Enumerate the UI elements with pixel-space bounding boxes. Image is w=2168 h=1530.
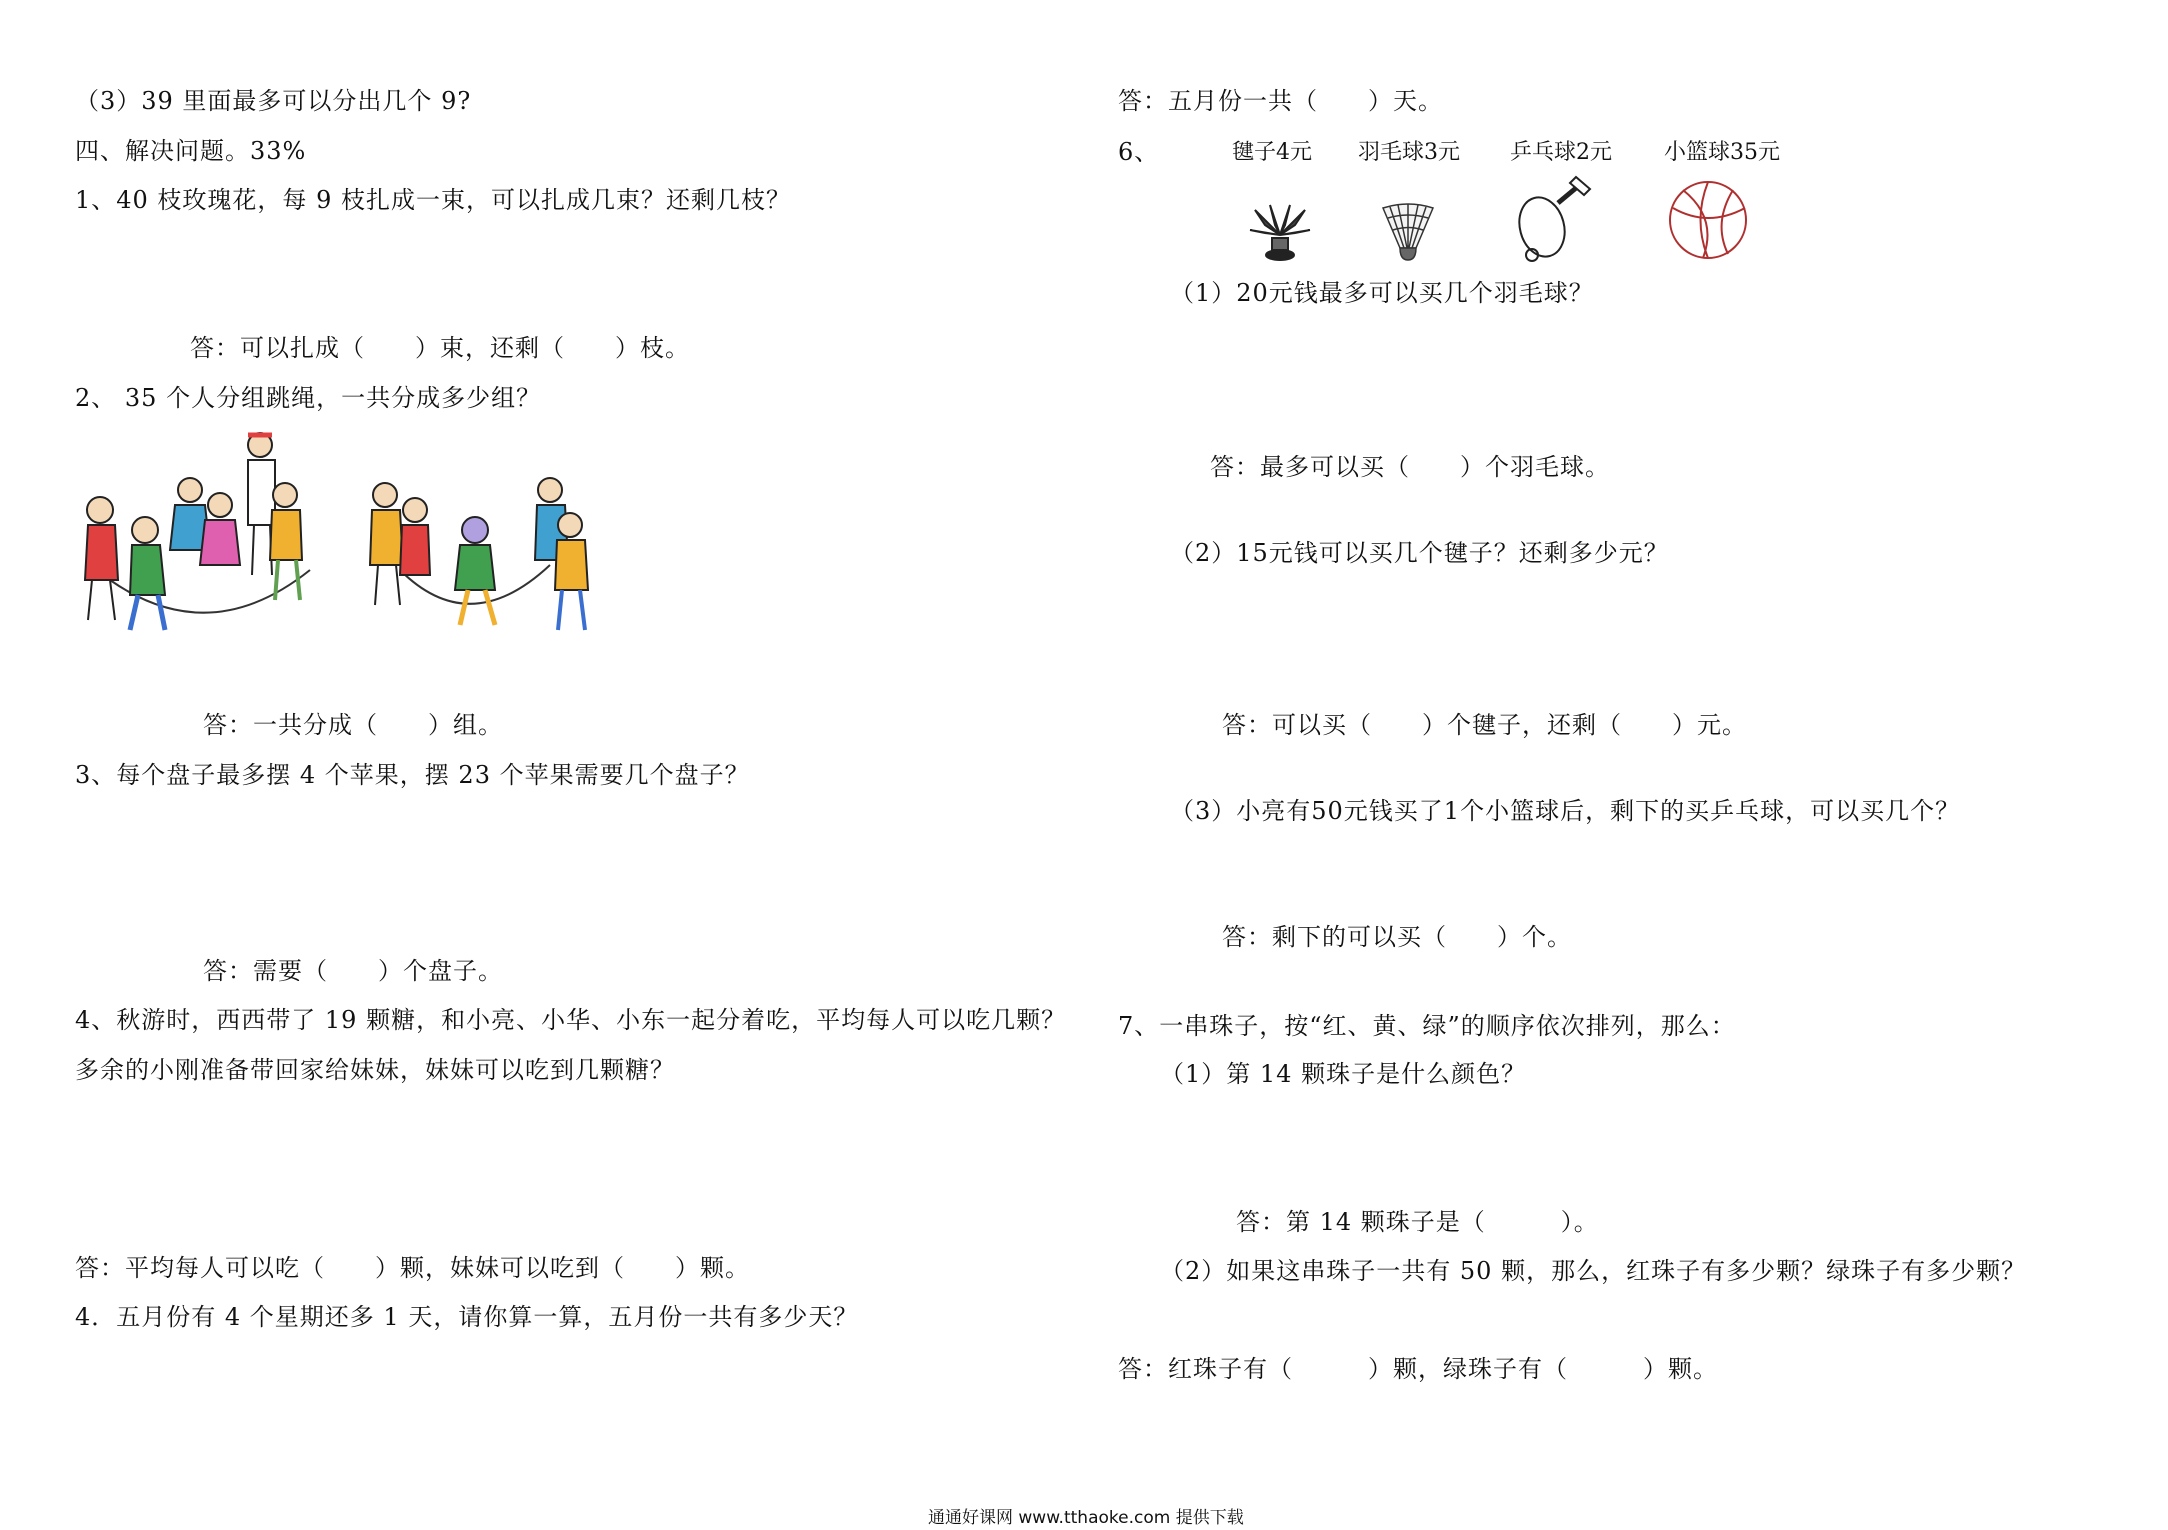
problem-5-answer: 答：五月份一共（ ）天。 [1118, 87, 1443, 115]
jump-rope-children-image [70, 430, 610, 650]
problem-6-1-answer: 答：最多可以买（ ）个羽毛球。 [1210, 453, 1610, 481]
problem-7-2-answer: 答：红珠子有（ ）颗，绿珠子有（ ）颗。 [1118, 1355, 1718, 1383]
basketball-icon [1663, 178, 1753, 263]
ping-pong-icon [1510, 175, 1595, 265]
problem-7-1-question: （1）第 14 颗珠子是什么颜色？ [1160, 1060, 1527, 1088]
item-price-2: 乒乓球2元 [1510, 140, 1612, 165]
problem-3-question: 3、每个盘子最多摆 4 个苹果，摆 23 个苹果需要几个盘子？ [75, 761, 750, 789]
question-3-3: （3）39 里面最多可以分出几个 9? [75, 87, 472, 115]
problem-7-2-question: （2）如果这串珠子一共有 50 颗，那么，红珠子有多少颗？绿珠子有多少颗？ [1160, 1257, 2027, 1285]
problem-6-3-question: （3）小亮有50元钱买了1个小篮球后，剩下的买乒乓球，可以买几个？ [1170, 797, 1961, 825]
item-price-1: 羽毛球3元 [1358, 140, 1460, 165]
problem-6-1-question: （1）20元钱最多可以买几个羽毛球？ [1170, 279, 1594, 307]
item-price-0: 毽子4元 [1232, 140, 1312, 165]
item-price-3: 小篮球35元 [1664, 140, 1780, 165]
problem-6-2-question: （2）15元钱可以买几个毽子？还剩多少元？ [1170, 539, 1669, 567]
page-footer: 通通好课网 www.tthaoke.com 提供下载 [928, 1508, 1244, 1528]
problem-4-question-line-2: 多余的小刚准备带回家给妹妹，妹妹可以吃到几颗糖？ [75, 1056, 675, 1084]
problem-2-answer: 答：一共分成（ ）组。 [203, 711, 503, 739]
problem-7-1-answer: 答：第 14 颗珠子是（ ）。 [1236, 1208, 1599, 1236]
problem-5-question: 4．五月份有 4 个星期还多 1 天，请你算一算，五月份一共有多少天？ [75, 1303, 859, 1331]
section-4-heading: 四、解决问题。33% [75, 137, 307, 165]
problem-6-label: 6、 [1118, 138, 1160, 166]
problem-7-question: 7、一串珠子，按“红、黄、绿”的顺序依次排列，那么： [1118, 1012, 1736, 1040]
problem-6-2-answer: 答：可以买（ ）个毽子，还剩（ ）元。 [1222, 711, 1747, 739]
problem-2-question: 2、 35 个人分组跳绳，一共分成多少组？ [75, 384, 542, 412]
problem-4-question-line-1: 4、秋游时，西西带了 19 颗糖，和小亮、小华、小东一起分着吃，平均每人可以吃几颗？ [75, 1006, 1067, 1034]
problem-1-answer: 答：可以扎成（ ）束，还剩（ ）枝。 [190, 334, 690, 362]
badminton-icon [1378, 200, 1438, 265]
problem-4-answer: 答：平均每人可以吃（ ）颗，妹妹可以吃到（ ）颗。 [75, 1254, 750, 1282]
problem-1-question: 1、40 枝玫瑰花，每 9 枝扎成一束，可以扎成几束？还剩几枝？ [75, 186, 791, 214]
problem-6-3-answer: 答：剩下的可以买（ ）个。 [1222, 923, 1572, 951]
shuttlecock-kick-icon [1245, 200, 1315, 265]
problem-3-answer: 答：需要（ ）个盘子。 [203, 957, 503, 985]
